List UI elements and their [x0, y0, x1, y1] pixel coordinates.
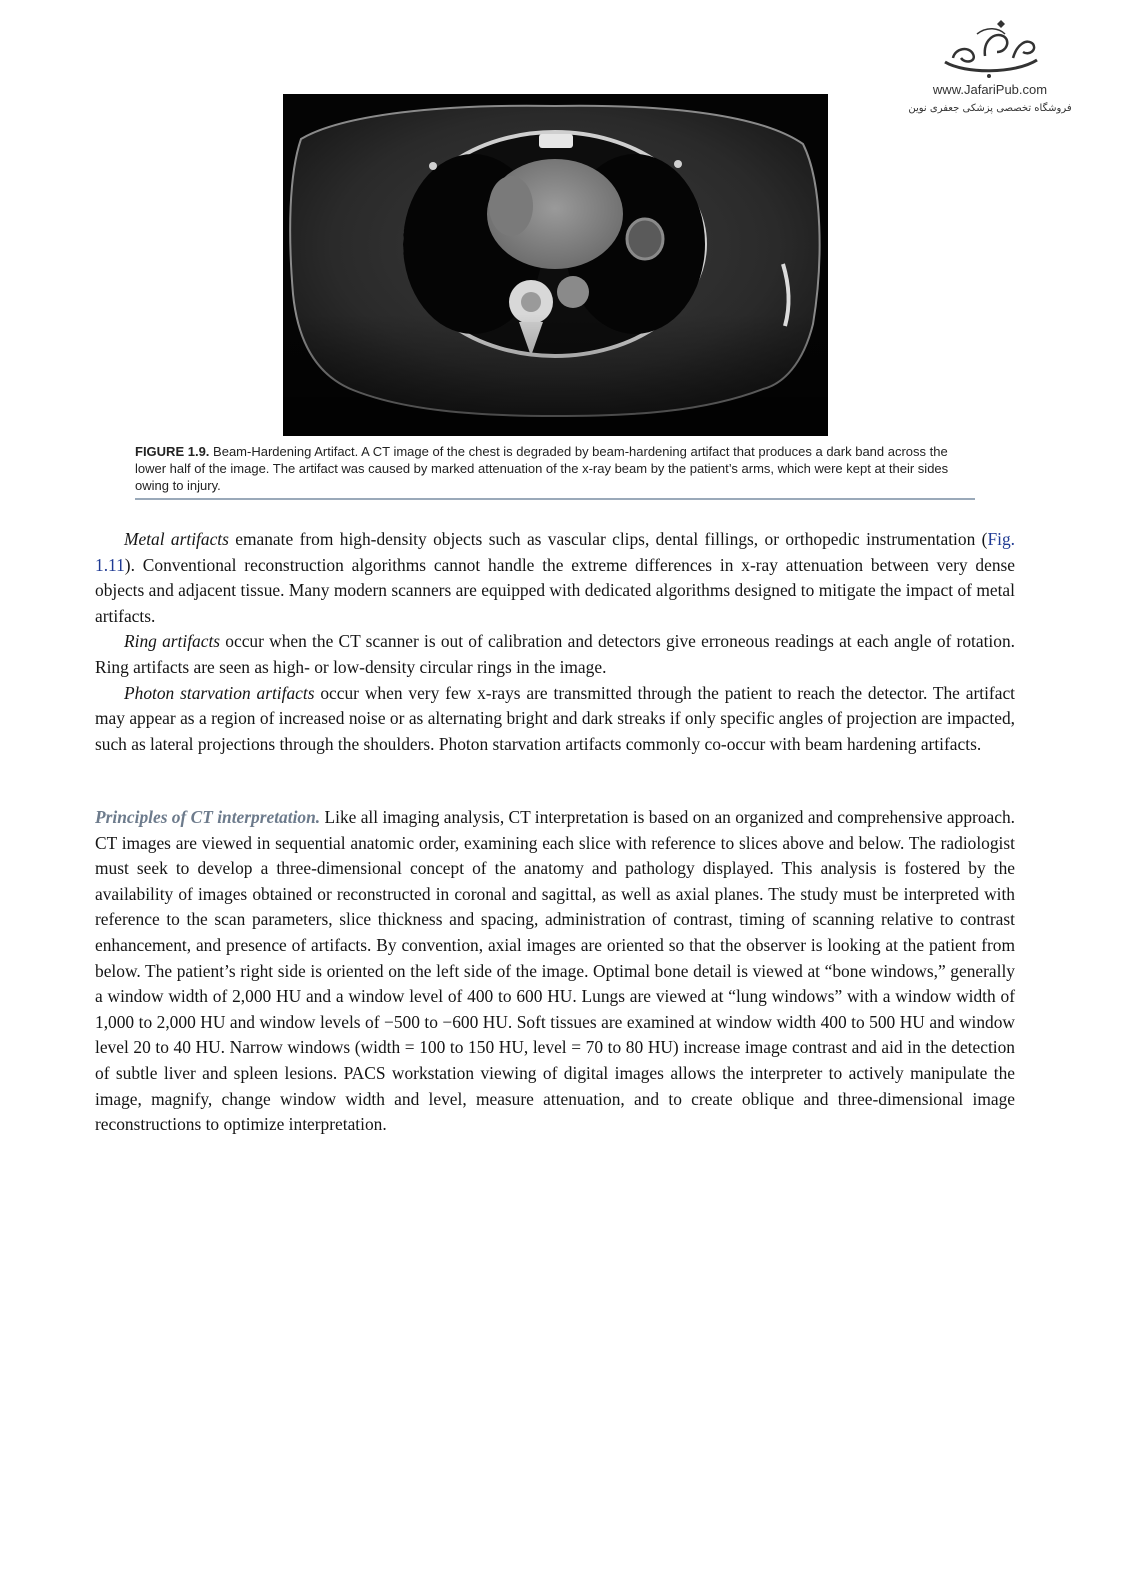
figure-label: FIGURE 1.9. — [135, 444, 210, 459]
ct-scan-graphic — [283, 94, 828, 436]
caption-divider — [135, 498, 975, 500]
photon-starvation-text: occur when very few x-rays are transmitted through the patient to reach the detector. The artifact may appear as a region of increased noise or as alternating bright and dark streaks if only specific angles of projection are impacted, such as lateral projections through the shoulders. Photon starvation artifacts commonly co-occur with beam hardening artifacts. — [95, 682, 1015, 754]
photon-starvation-term: Photon starvation artifacts — [124, 682, 315, 703]
ring-artifacts-paragraph — [95, 629, 1015, 680]
metal-artifacts-term: Metal artifacts — [124, 529, 229, 549]
figure-caption-text: Beam-Hardening Artifact. A CT image of the chest is degraded by beam-hardening artifact that produces a dark band across the lower half of the image. The artifact was caused by marked attenuation of the x-ray beam by the patient’s arms, which were kept at their sides owing to injury. — [135, 444, 949, 493]
photon-starvation-paragraph — [95, 681, 1015, 758]
principles-heading: Principles of CT interpretation. — [95, 807, 321, 827]
metal-artifacts-text-a: emanate from high-density objects such as vascular clips, dental fillings, or orthopedic instrumentation ( — [228, 529, 988, 549]
ring-artifacts-text: occur when the CT scanner is out of calibration and detectors give erroneous readings at each angle of rotation. Ring artifacts are seen as high- or low-density circular rings in the image. — [95, 631, 1015, 677]
publisher-logo — [900, 18, 1080, 114]
ct-chest-image — [283, 94, 828, 436]
principles-section — [95, 805, 1015, 1138]
principles-text: Like all imaging analysis, CT interpretation is based on an organized and comprehensive approach. CT images are viewed in sequential anatomic order, examining each slice with reference to slices above and below. The radiologist must seek to develop a three-dimensional concept of the anatomy and pathology displayed. This analysis is fostered by the availability of images obtained or reconstructed in coronal and sagittal, as well as axial planes. The study must be interpreted with reference to the scan parameters, slice thickness and spacing, administration of contrast, timing of scanning relative to contrast enhancement, and presence of artifacts. By convention, axial images are oriented so that the observer is looking at the patient from below. The patient’s right side is oriented on the left side of the image. Optimal bone detail is viewed at “bone windows,” generally a window width of 2,000 HU and a window level of 400 to 600 HU. Lungs are viewed at “lung windows” with a window width of 1,000 to 2,000 HU and window levels of −500 to −600 HU. Soft tissues are examined at window width 400 to 500 HU and window level 20 to 40 HU. Narrow windows (width = 100 to 150 HU, level = 70 to 80 HU) increase image contrast and aid in the detection of subtle liver and spleen lesions. PACS workstation viewing of digital images allows the interpreter to actively manipulate the image, magnify, change window width and level, measure attenuation, and to create oblique and three-dimensional image reconstructions to optimize interpretation. — [95, 807, 1015, 1135]
principles-paragraph — [95, 805, 1015, 1138]
artifact-paragraphs — [95, 527, 1015, 757]
ring-artifacts-term: Ring artifacts — [124, 631, 221, 652]
publisher-tagline: فروشگاه تخصصی پزشکی جعفری نوین — [908, 103, 1072, 114]
publisher-calligraphy-icon — [925, 18, 1055, 80]
figure-1-11-link[interactable]: Fig. 1.11 — [95, 529, 1015, 575]
publisher-url: www.JafariPub.com — [932, 82, 1048, 97]
metal-artifacts-text-b: ). Conventional reconstruction algorithms cannot handle the extreme differences in x-ray attenuation between very dense objects and adjacent tissue. Many modern scanners are equipped with dedicated algorithms designed to mitigate the impact of metal artifacts. — [95, 554, 1015, 626]
figure-caption — [135, 443, 975, 494]
metal-artifacts-paragraph — [95, 527, 1015, 629]
